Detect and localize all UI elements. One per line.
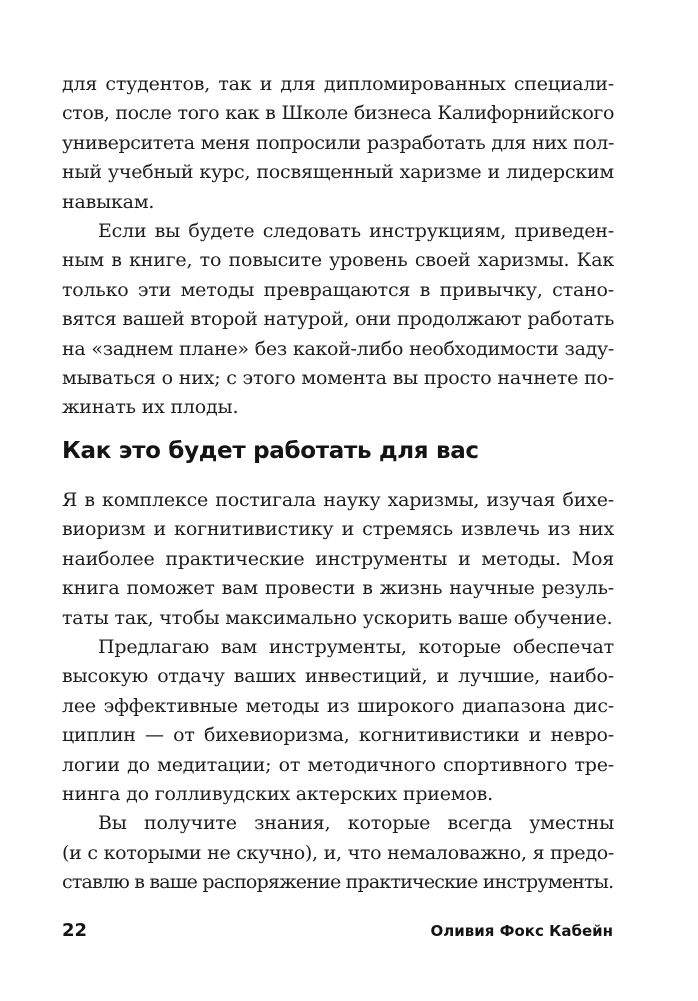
section-heading: Как это будет работать для вас xyxy=(62,438,479,464)
text-line: Предлагаю вам инструменты, которые обеспечат xyxy=(98,635,614,658)
text-line: только эти методы превращаются в привычку, стано- xyxy=(62,278,614,301)
text-line: ный учебный курс, посвященный харизме и лидерским xyxy=(62,161,614,184)
text-line: Вы получите знания, которые всегда уместны xyxy=(98,812,614,835)
main-text-block xyxy=(62,486,614,897)
running-footer-author: Оливия Фокс Кабейн xyxy=(430,922,613,940)
text-line: для студентов, так и для дипломированных специали- xyxy=(62,73,614,95)
text-line: логии до медитации; от методичного спортивного тре- xyxy=(62,753,614,776)
page-number: 22 xyxy=(62,920,88,941)
text-line: университета меня попросили разработать для них пол- xyxy=(62,131,614,154)
text-line: ставлю в ваше распоряжение практические инструменты. xyxy=(62,871,614,894)
intro-text-block xyxy=(62,70,614,423)
text-line: Я в комплексе постигала науку харизмы, изучая бихе- xyxy=(62,489,614,511)
text-line: ным в книге, то повысите уровень своей харизмы. Как xyxy=(62,249,614,272)
text-line: книга поможет вам провести в жизнь научные резуль- xyxy=(62,577,614,600)
text-line: жинать их плоды. xyxy=(62,396,239,419)
text-line: лее эффективные методы из широкого диапазона дис- xyxy=(62,694,614,717)
text-line: высокую отдачу ваших инвестиций, и лучшие, наибо- xyxy=(62,665,614,688)
text-line: навыкам. xyxy=(62,190,155,213)
text-line: наиболее практические инструменты и методы. Моя xyxy=(62,547,614,570)
text-line: (и с которыми не скучно), и, что немаловажно, я предо- xyxy=(62,841,614,864)
text-line: стов, после того как в Школе бизнеса Калифорнийского xyxy=(62,102,614,125)
text-line: мываться о них; с этого момента вы просто начнете по- xyxy=(62,366,614,389)
text-line: на «заднем плане» без какой-либо необходимости заду- xyxy=(62,337,614,360)
text-line: таты так, чтобы максимально ускорить ваше обучение. xyxy=(62,606,613,629)
text-line: циплин — от бихевиоризма, когнитивистики и невро- xyxy=(62,724,614,747)
text-line: Если вы будете следовать инструкциям, приведен- xyxy=(98,219,614,242)
text-line: нинга до голливудских актерских приемов. xyxy=(62,782,493,805)
text-line: виоризм и когнитивистику и стремясь извлечь из них xyxy=(62,518,614,541)
text-line: вятся вашей второй натурой, они продолжают работать xyxy=(62,308,614,331)
